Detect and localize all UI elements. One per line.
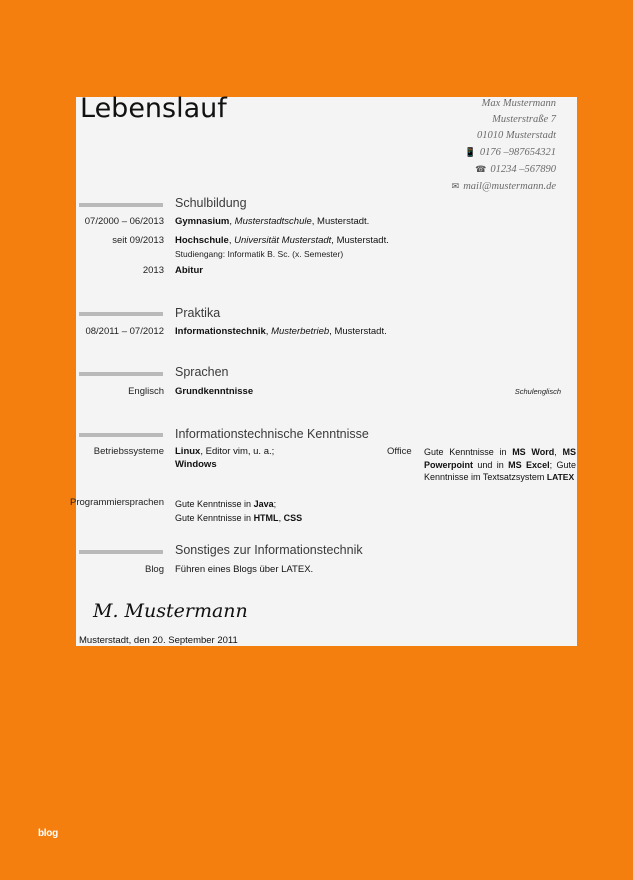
entry-label: Office xyxy=(387,446,412,457)
mobile-phone-icon: 📱 xyxy=(464,147,476,157)
section-rule xyxy=(79,372,163,376)
text: , xyxy=(554,447,557,457)
entry-date: 07/2000 – 06/2013 xyxy=(84,216,164,227)
entry-place: , Musterstadt. xyxy=(311,216,370,227)
entry-institution: Universität Musterstadt xyxy=(234,235,332,246)
entry-title: Abitur xyxy=(175,265,203,276)
entry-label: Englisch xyxy=(128,386,164,397)
os-text: , Editor vim, u. a.; xyxy=(200,446,275,457)
section-heading-sonstiges: Sonstiges zur Informationstechnik xyxy=(175,543,363,557)
os-line-2 xyxy=(175,459,274,472)
entry-date: 2013 xyxy=(142,265,164,276)
text: Gute Kenntnisse in xyxy=(175,499,254,509)
page-title: Lebenslauf xyxy=(80,93,227,124)
section-heading-schulbildung: Schulbildung xyxy=(175,196,247,210)
signature: M. Mustermann xyxy=(93,600,248,622)
section-heading-praktika: Praktika xyxy=(175,306,221,320)
contact-street: Musterstraße 7 xyxy=(492,114,556,125)
entry-institution: Musterstadtschule xyxy=(234,216,312,227)
text: und in xyxy=(473,459,509,470)
text: Gute Kenntnisse in xyxy=(424,447,513,457)
prog-css: CSS xyxy=(283,513,303,523)
contact-phone: 01234 –567890 xyxy=(490,164,556,175)
prog-java: Java xyxy=(253,499,274,509)
os-line-1 xyxy=(175,446,274,459)
prog-line-2 xyxy=(175,511,302,525)
text: ; xyxy=(273,499,277,509)
office-word: MS Word xyxy=(512,447,555,457)
place-date: Musterstadt, den 20. September 2011 xyxy=(79,635,238,646)
prog-line-1 xyxy=(175,497,302,511)
watermark-logo: blog xyxy=(38,828,58,839)
entry-office xyxy=(424,446,576,484)
text: Gute Kenntnisse im Textsatzsystem xyxy=(424,459,576,482)
entry-label: Betriebssysteme xyxy=(93,446,164,457)
entry-title: Gymnasium xyxy=(175,216,230,227)
entry-label: Programmiersprachen xyxy=(70,497,164,508)
text: ; xyxy=(549,459,553,470)
entry-sep: , xyxy=(265,326,272,337)
entry-englisch xyxy=(175,386,253,397)
entry-blog: Führen eines Blogs über LATEX. xyxy=(175,564,314,575)
mail-icon: ✉ xyxy=(451,181,460,191)
entry-gymnasium xyxy=(175,216,369,227)
latex-logo: LATEX xyxy=(546,472,575,482)
entry-title: Grundkenntnisse xyxy=(175,386,254,397)
os-linux: Linux xyxy=(175,446,201,457)
os-windows: Windows xyxy=(175,458,217,470)
contact-mobile-row xyxy=(356,144,556,161)
phone-icon: ☎ xyxy=(475,164,487,174)
contact-email-row xyxy=(356,178,556,195)
entry-title: Informationstechnik xyxy=(175,326,266,337)
entry-sep: , xyxy=(228,235,235,246)
entry-place: , Musterstadt. xyxy=(329,326,387,337)
section-heading-sprachen: Sprachen xyxy=(175,365,229,379)
section-rule xyxy=(79,433,163,437)
contact-name: Max Mustermann xyxy=(481,98,556,109)
office-text xyxy=(424,446,576,484)
text: Gute Kenntnisse in xyxy=(175,513,254,523)
prog-html: HTML xyxy=(253,513,279,523)
entry-betriebssysteme xyxy=(175,446,274,471)
entry-institution: Musterbetrieb xyxy=(271,326,330,337)
entry-title: Hochschule xyxy=(175,235,229,246)
entry-praktikum xyxy=(175,326,387,337)
entry-place: , Musterstadt. xyxy=(331,235,389,246)
section-rule xyxy=(79,203,163,207)
contact-block xyxy=(356,96,556,195)
section-rule xyxy=(79,550,163,554)
entry-label: Blog xyxy=(144,564,164,575)
entry-subtext: Studiengang: Informatik B. Sc. (x. Semester) xyxy=(175,249,344,259)
contact-phone-row xyxy=(356,161,556,178)
cv-page xyxy=(70,93,577,646)
entry-programmiersprachen xyxy=(175,497,302,525)
section-heading-it: Informationstechnische Kenntnisse xyxy=(175,427,369,441)
office-powerpoint: MS Powerpoint xyxy=(424,447,576,470)
contact-mobile: 0176 –987654321 xyxy=(479,147,556,158)
entry-sep: , xyxy=(229,216,235,227)
text: , xyxy=(278,513,284,523)
contact-email: mail@mustermann.de xyxy=(463,181,556,192)
entry-abitur xyxy=(175,265,203,276)
contact-city: 01010 Musterstadt xyxy=(476,130,556,141)
section-rule xyxy=(79,312,163,316)
office-excel: MS Excel xyxy=(508,459,550,470)
entry-note: Schulenglisch xyxy=(514,387,561,396)
entry-date: 08/2011 – 07/2012 xyxy=(85,326,164,337)
entry-hochschule xyxy=(175,235,389,246)
entry-date: seit 09/2013 xyxy=(112,235,164,246)
